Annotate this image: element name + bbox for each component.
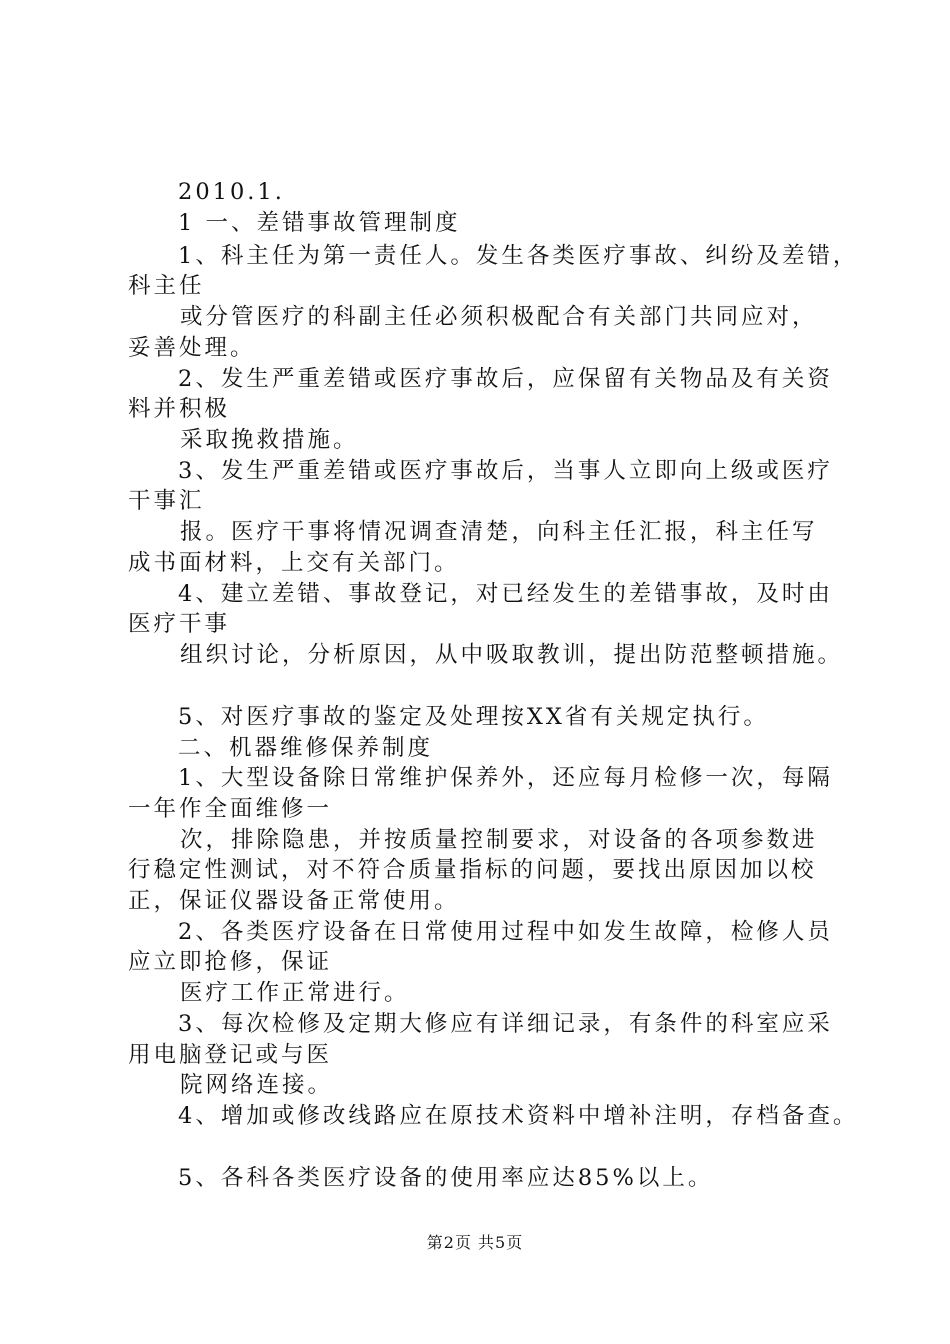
paragraph-line: 料并积极 [128, 396, 231, 422]
paragraph-line: 1、大型设备除日常维护保养外，还应每月检修一次，每隔 [178, 765, 833, 791]
section-heading-2: 二、机器维修保养制度 [178, 735, 434, 761]
paragraph-line: 用电脑登记或与医 [128, 1042, 333, 1068]
paragraph-line: 成书面材料，上交有关部门。 [128, 550, 460, 576]
paragraph-line: 5、各科各类医疗设备的使用率应达85%以上。 [178, 1165, 714, 1191]
paragraph-line: 科主任 [128, 273, 205, 299]
paragraph-line: 行稳定性测试，对不符合质量指标的问题，要找出原因加以校 [128, 857, 817, 883]
section-heading-1: 1 一、差错事故管理制度 [178, 210, 461, 236]
paragraph-line: 医疗干事 [128, 611, 231, 637]
paragraph-line: 次，排除隐患，并按质量控制要求，对设备的各项参数进 [180, 827, 818, 853]
paragraph-line: 4、增加或修改线路应在原技术资料中增补注明，存档备查。 [178, 1103, 859, 1129]
paragraph-line: 3、每次检修及定期大修应有详细记录，有条件的科室应采 [178, 1011, 833, 1037]
paragraph-line: 组织讨论，分析原因，从中吸取教训，提出防范整顿措施。 [180, 642, 844, 668]
paragraph-line: 采取挽救措施。 [180, 427, 359, 453]
paragraph-line: 干事汇 [128, 488, 205, 514]
paragraph-line: 2、发生严重差错或医疗事故后，应保留有关物品及有关资 [178, 366, 833, 392]
paragraph-line: 一年作全面维修一 [128, 796, 333, 822]
paragraph-line: 3、发生严重差错或医疗事故后，当事人立即向上级或医疗 [178, 458, 833, 484]
page-number-footer: 第2页 共5页 [426, 1233, 524, 1252]
paragraph-line: 应立即抢修，保证 [128, 949, 333, 975]
paragraph-line: 5、对医疗事故的鉴定及处理按XX省有关规定执行。 [178, 704, 769, 730]
paragraph-line: 妥善处理。 [128, 335, 256, 361]
paragraph-line: 正，保证仪器设备正常使用。 [128, 888, 460, 914]
paragraph-line: 医疗工作正常进行。 [180, 980, 410, 1006]
paragraph-line: 1、科主任为第一责任人。发生各类医疗事故、纠纷及差错， [178, 243, 859, 269]
doc-date: 2010.1. [178, 179, 285, 205]
paragraph-line: 或分管医疗的科副主任必须积极配合有关部门共同应对， [180, 304, 818, 330]
paragraph-line: 2、各类医疗设备在日常使用过程中如发生故障，检修人员 [178, 919, 833, 945]
paragraph-line: 院网络连接。 [180, 1072, 334, 1098]
paragraph-line: 4、建立差错、事故登记，对已经发生的差错事故，及时由 [178, 581, 833, 607]
paragraph-line: 报。医疗干事将情况调查清楚，向科主任汇报，科主任写 [180, 519, 818, 545]
